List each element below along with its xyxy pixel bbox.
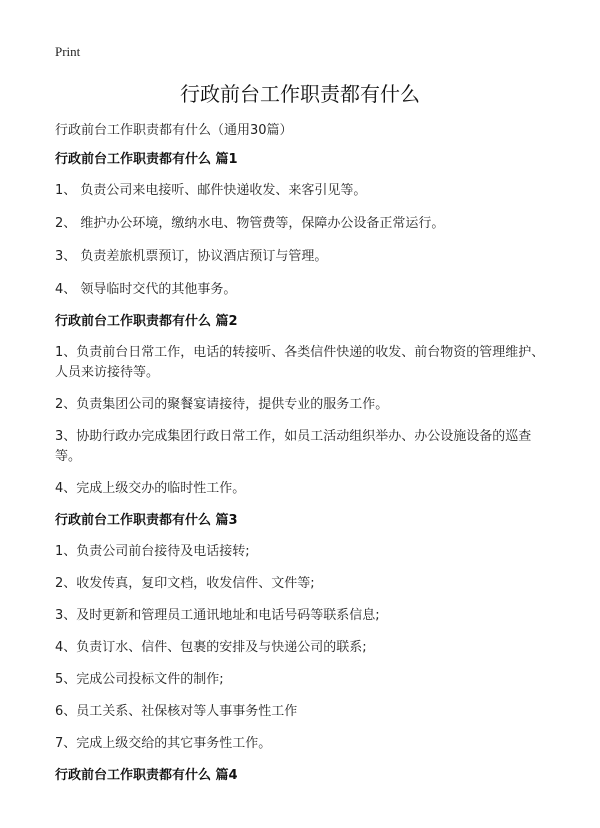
- document-title: 行政前台工作职责都有什么: [180, 82, 420, 106]
- list-item: 3、协助行政办完成集团行政日常工作，如员工活动组织举办、办公设施设备的巡查等。: [55, 429, 532, 464]
- list-item: 6、员工关系、社保核对等人事事务性工作: [55, 704, 298, 719]
- list-item: 2、 维护办公环境，缴纳水电、物管费等，保障办公设备正常运行。: [55, 216, 445, 231]
- section-heading: 行政前台工作职责都有什么 篇1: [55, 152, 238, 167]
- list-item: 2、负责集团公司的聚餐宴请接待，提供专业的服务工作。: [55, 397, 389, 412]
- list-item: 1、负责公司前台接待及电话接转;: [55, 544, 250, 559]
- document-body: [55, 150, 545, 786]
- list-item: 4、完成上级交办的临时性工作。: [55, 481, 246, 496]
- list-item: 3、及时更新和管理员工通讯地址和电话号码等联系信息;: [55, 608, 380, 623]
- list-item: 7、完成上级交给的其它事务性工作。: [55, 736, 272, 751]
- list-item: 3、 负责差旅机票预订，协议酒店预订与管理。: [55, 249, 328, 264]
- list-item: 4、 领导临时交代的其他事务。: [55, 282, 237, 297]
- section-heading: 行政前台工作职责都有什么 篇3: [55, 513, 238, 528]
- list-item: 2、收发传真，复印文档，收发信件、文件等;: [55, 576, 315, 591]
- list-item: 5、完成公司投标文件的制作;: [55, 672, 224, 687]
- section-heading: 行政前台工作职责都有什么 篇2: [55, 314, 238, 329]
- document-subtitle: 行政前台工作职责都有什么（通用30篇）: [55, 123, 293, 138]
- print-link[interactable]: Print: [55, 44, 81, 59]
- list-item: 1、 负责公司来电接听、邮件快递收发、来客引见等。: [55, 183, 367, 198]
- list-item: 4、负责订水、信件、包裹的安排及与快递公司的联系;: [55, 640, 367, 655]
- list-item: 1、负责前台日常工作，电话的转接听、各类信件快递的收发、前台物资的管理维护、人员来访接待等。: [55, 345, 545, 380]
- section-heading: 行政前台工作职责都有什么 篇4: [55, 768, 238, 783]
